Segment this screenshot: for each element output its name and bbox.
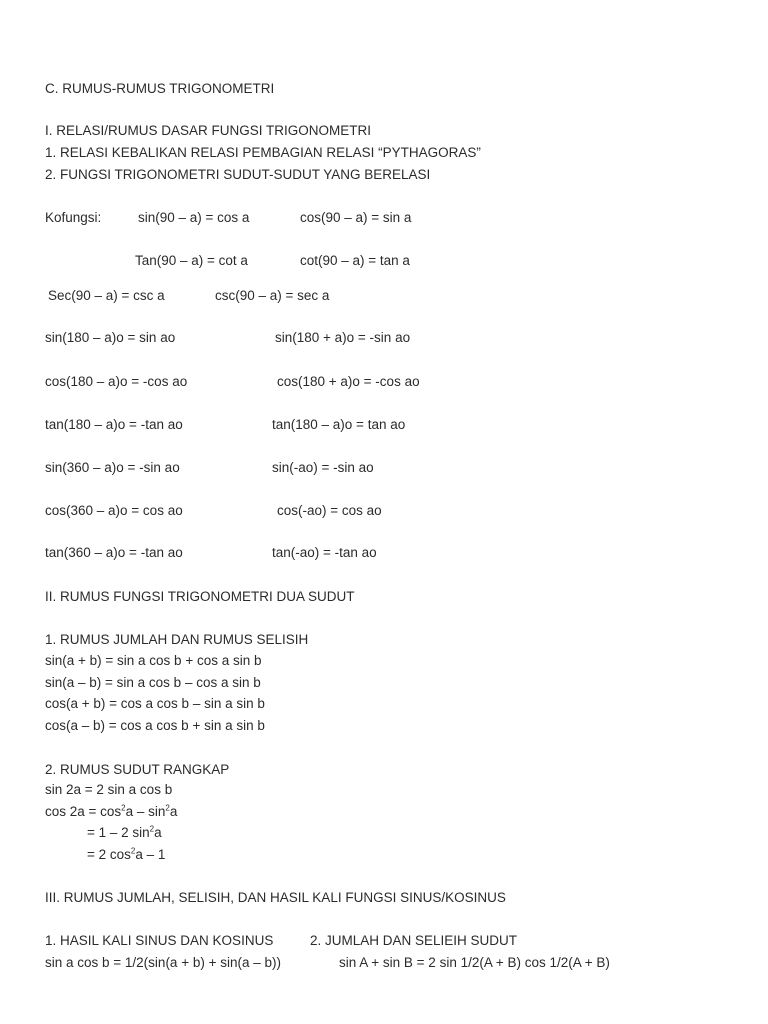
relation-left: sin(360 – a)o = -sin ao [45,460,180,475]
formula-line: cos(a – b) = cos a cos b + sin a sin b [45,718,265,733]
relation-right: tan(-ao) = -tan ao [272,545,377,560]
formula-line: sin 2a = 2 sin a cos b [45,782,173,797]
kofungsi-formula: sin(90 – a) = cos a [138,210,250,225]
kofungsi-formula: cot(90 – a) = tan a [300,253,410,268]
part3-heading: III. RUMUS JUMLAH, SELISIH, DAN HASIL KALI FUNGSI SINUS/KOSINUS [45,890,506,905]
formula-line: sin(a – b) = sin a cos b – cos a sin b [45,675,261,690]
part2-heading: II. RUMUS FUNGSI TRIGONOMETRI DUA SUDUT [45,589,355,604]
part1-item2: 2. FUNGSI TRIGONOMETRI SUDUT-SUDUT YANG BERELASI [45,167,431,182]
part3-col2-heading: 2. JUMLAH DAN SELIEIH SUDUT [310,933,518,948]
formula-line: = 2 $\cos^2a - 1$ [87,846,166,862]
formula-line: cos(a + b) = cos a cos b – sin a sin b [45,696,265,711]
part1-item1: 1. RELASI KEBALIKAN RELASI PEMBAGIAN RELASI “PYTHAGORAS” [45,145,481,160]
relation-right: sin(180 + a)o = -sin ao [275,330,411,345]
relation-left: sin(180 – a)o = sin ao [45,330,176,345]
formula-line: = 1 – 2 $\sin^2a$ [87,824,162,840]
kofungsi-formula: Sec(90 – a) = csc a [48,288,165,303]
relation-right: cos(-ao) = cos ao [277,503,382,518]
relation-left: tan(180 – a)o = -tan ao [45,417,183,432]
formula-line: $\cos 2a = \cos^2a - \sin^2a$ [45,803,178,819]
relation-left: cos(180 – a)o = -cos ao [45,374,188,389]
kofungsi-formula: csc(90 – a) = sec a [215,288,330,303]
kofungsi-label: Kofungsi: [45,210,102,225]
part3-col1-heading: 1. HASIL KALI SINUS DAN KOSINUS [45,933,274,948]
part1-heading: I. RELASI/RUMUS DASAR FUNGSI TRIGONOMETRI [45,123,372,138]
relation-right: tan(180 – a)o = tan ao [272,417,406,432]
formula-line: sin A + sin B = 2 sin 1/2(A + B) cos 1/2(A + B) [339,955,610,970]
section-title: C. RUMUS-RUMUS TRIGONOMETRI [45,81,275,96]
kofungsi-formula: cos(90 – a) = sin a [300,210,412,225]
formula-line: sin a cos b = 1/2(sin(a + b) + sin(a – b)) [45,955,281,970]
relation-right: sin(-ao) = -sin ao [272,460,374,475]
part2-sub2-heading: 2. RUMUS SUDUT RANGKAP [45,762,230,777]
part2-sub1-heading: 1. RUMUS JUMLAH DAN RUMUS SELISIH [45,632,309,647]
relation-left: cos(360 – a)o = cos ao [45,503,183,518]
relation-right: cos(180 + a)o = -cos ao [277,374,420,389]
kofungsi-formula: Tan(90 – a) = cot a [135,253,248,268]
relation-left: tan(360 – a)o = -tan ao [45,545,183,560]
formula-line: sin(a + b) = sin a cos b + cos a sin b [45,653,262,668]
